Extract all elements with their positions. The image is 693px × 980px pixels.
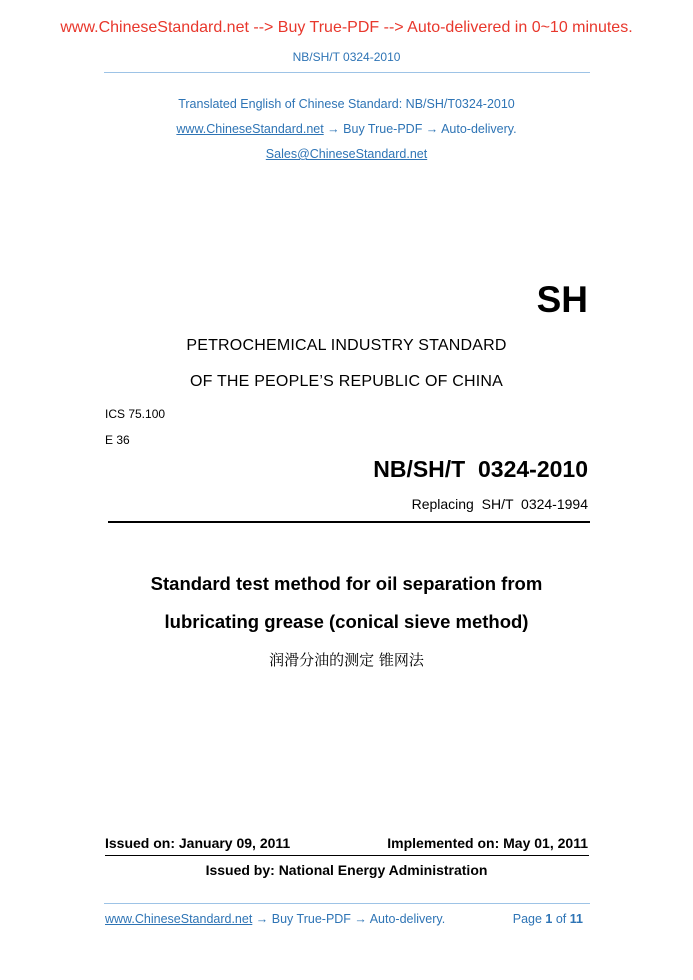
- sh-mark: SH: [536, 279, 588, 320]
- ccs-code: E 36: [105, 433, 130, 447]
- intro-buy-text: → Buy True-PDF → Auto-delivery.: [323, 122, 517, 136]
- issued-by: Issued by: National Energy Administration: [205, 862, 488, 878]
- agency-line-2: OF THE PEOPLE’S REPUBLIC OF CHINA: [189, 373, 504, 390]
- page-total: 11: [569, 912, 583, 926]
- agency-line-1: PETROCHEMICAL INDUSTRY STANDARD: [186, 337, 507, 354]
- footer-buy-line: [105, 912, 445, 926]
- footer-divider: [104, 903, 590, 904]
- title-line-2: lubricating grease (conical sieve method): [164, 611, 529, 632]
- promo-banner[interactable]: www.ChineseStandard.net --> Buy True-PDF --> Auto-delivered in 0~10 minutes.: [60, 19, 633, 36]
- header-standard-code: NB/SH/T 0324-2010: [292, 50, 401, 64]
- email-line: [0, 147, 693, 161]
- ics-code: ICS 75.100: [105, 407, 166, 421]
- issue-divider: [105, 855, 589, 856]
- page-current: 1: [545, 912, 553, 926]
- footer-buy-text: → Buy True-PDF → Auto-delivery.: [252, 912, 446, 926]
- cover-divider: [108, 521, 590, 523]
- site-link[interactable]: www.ChineseStandard.net: [176, 122, 324, 136]
- page-indicator: [513, 912, 583, 926]
- header-divider: [104, 72, 590, 73]
- footer-site-link[interactable]: www.ChineseStandard.net: [105, 912, 253, 926]
- title-chinese: 润滑分油的测定 锥网法: [269, 651, 424, 669]
- issued-on: Issued on: January 09, 2011: [105, 835, 291, 851]
- page-of: of: [555, 912, 567, 926]
- intro-buy-line: [0, 122, 693, 136]
- translated-line: Translated English of Chinese Standard: NB/SH/T0324-2010: [178, 97, 515, 111]
- standard-number: NB/SH/T 0324-2010: [373, 456, 588, 482]
- implemented-on: Implemented on: May 01, 2011: [387, 835, 588, 851]
- email-link[interactable]: Sales@ChineseStandard.net: [265, 147, 428, 161]
- page-label: Page: [512, 912, 542, 926]
- title-line-1: Standard test method for oil separation from: [150, 573, 543, 594]
- replacing-standard: Replacing SH/T 0324-1994: [411, 496, 588, 512]
